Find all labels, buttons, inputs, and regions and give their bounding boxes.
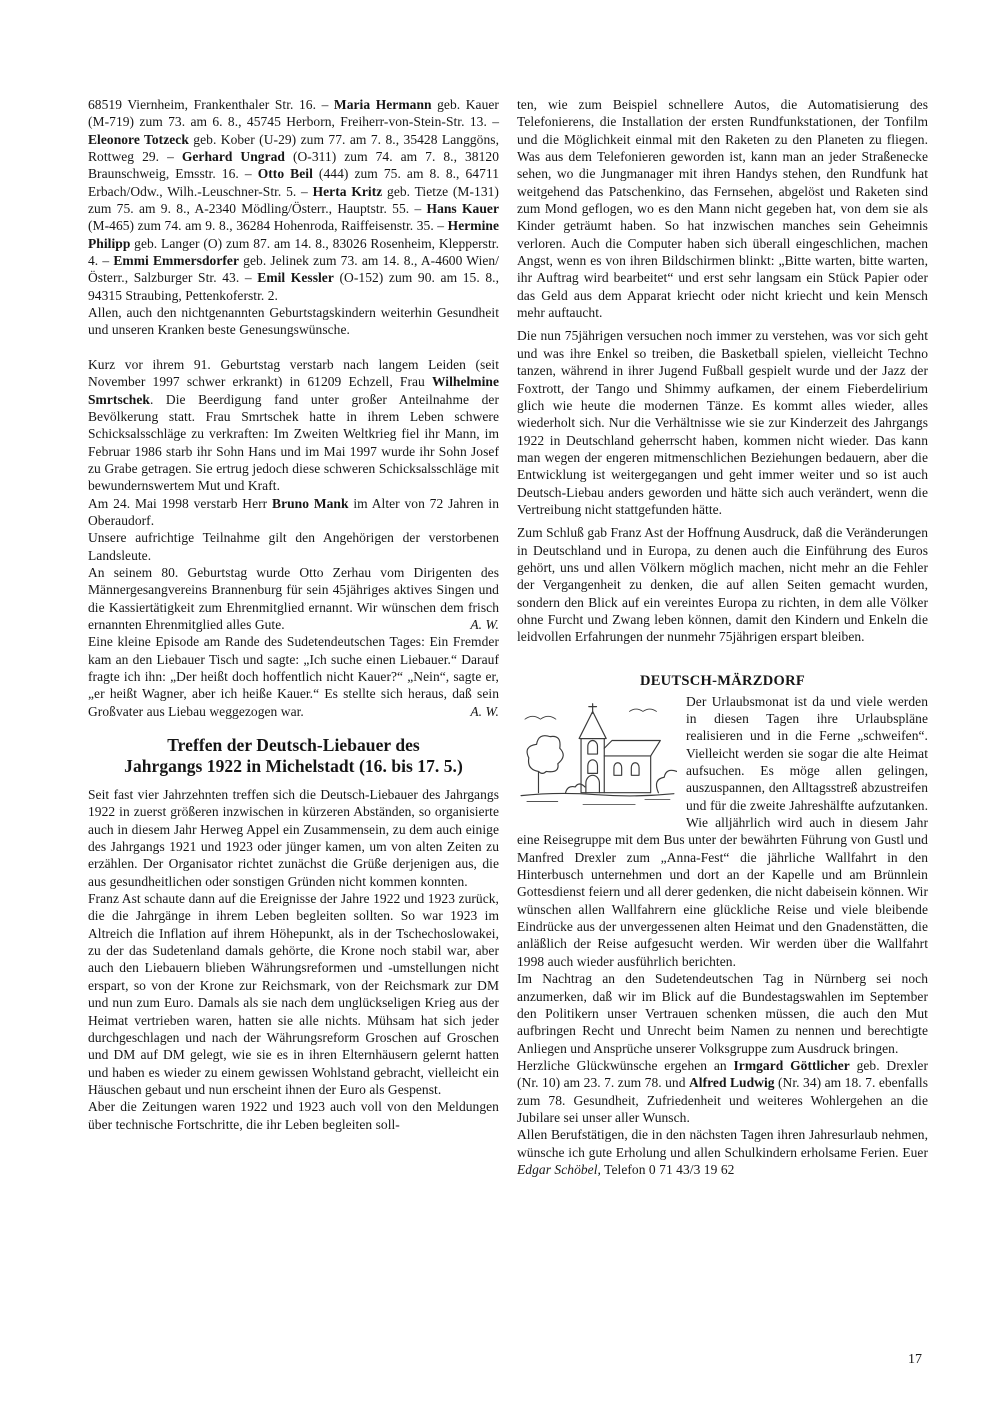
text-run: Unsere aufrichtige Teilnahme gilt den Angehörigen der verstorbenen Landsleute.	[88, 530, 499, 563]
right-column	[517, 96, 928, 1178]
text-run: ten, wie zum Beispiel schnellere Autos, die Automatisierung des Telefonierens, die Installation der ersten Rundfunkstationen, der Tonfilm und die Möglichkeit einmal mit den Raketen zu den Planeten zu fliegen. Was aus dem Telefonieren geworden ist, kann man an jeder Straßenecke sehen, wo die Jungmanager mit ihren Handys stehen, den Rundfunk hat weitgehend das Patschenkino, das Fernsehen, abgelöst und Raketen sind zum Mond geflogen, wo es den Mann nicht gegeben hat, von dem sie als Kinder geträumt haben. So hat inzwischen manches sein Geheimnis verloren. Auch die Computer haben sich überall eingeschlichen, machen Angst, wenn es von ihren Bildschirmen blinkt: „Bitte warten, bitte warten, ihr Auftrag wird bearbeitet“ und erst sehr langsam ein Stück Papier oder das Geld aus dem Apparat kriecht oder nicht kriecht und kein Mensch mehr auftaucht.	[517, 97, 928, 321]
section-heading	[517, 672, 928, 690]
paragraph	[88, 304, 499, 339]
left-column	[88, 96, 499, 1133]
text-run: (444) zum 75. am 8. 8., 64711 Erbach/Odw., Wilh.-Leuschner-Str. 5. –	[88, 166, 499, 199]
text-run: Der Urlaubsmonat ist da und viele werden in diesen Tagen ihre Urlaubspläne realisieren und in die Ferne „schweifen“. Vielleicht werden sie sogar die alte Heimat aufsuchen. Es möge allen gelingen, auszuspannen, den Alltagsstreß abzustreifen und für die zweite Jahreshälfte aufzutanken. Wie alljährlich wird auch in diesem Jahr eine Reisegruppe mit dem Bus unter der bewährten Führung von Gustl und Manfred Drexler zum „Anna-Fest“ die jährliche Wallfahrt in den Hinterbusch unternehmen und dort an der Kapelle und am Brünnlein Gottesdienst feiern und all derer gedenken, die nicht dabeisein können. Wir wünschen allen Wallfahrern eine glückliche Reise und viele bleibende Eindrücke aus der unvergessenen alten Heimat und den Gnadenstätten, die anläßlich der Reise aufgesucht werden. Wir werden über die Wallfahrt 1998 auch wieder ausführlich berichten.	[517, 693, 928, 969]
author-initials: A. W.	[470, 703, 499, 719]
text-run: Die nun 75jährigen versuchen noch immer zu verstehen, was vor sich geht und was ihre Enkel so treiben, die Basketball spielen, vielleicht Techno tanzen, während in ihrer Jugend Fußball gespielt wurde und der Jazz der Foxtrott, der Tango und Shimmy aufkamen, der einem Fieberdelirium glich wie heute die modernen Tänze. Es kommt alles wieder, alles wiederholt sich. Nur die Verhältnisse wie sie zur Kinderzeit des Jahrgangs 1922 in Deutschland geherrscht haben, kommen nicht wieder. Das kann man wegen der engeren mitmenschlichen Beziehungen bedauern, aber die Entwicklung ist weitergegangen und geht immer weiter und so ist auch Deutsch-Liebau anders geworden und hätte sich auch verändert, wenn die Vertreibung nicht stattgefunden hätte.	[517, 328, 928, 517]
author-initials: A. W.	[470, 616, 499, 632]
paragraph	[517, 1126, 928, 1178]
text-run: Telefon 0 71 43/3 19 62	[600, 1161, 735, 1177]
paragraph	[88, 356, 499, 495]
paragraph	[88, 529, 499, 564]
text-run: Am 24. Mai 1998 verstarb Herr	[88, 495, 273, 511]
text-run: . Die Beerdigung fand unter großer Anteilnahme der Bevölkerung statt. Frau Smrtschek hatte in ihrem Leben schwere Schicksalsschläge zu verkraften: Im Zweiten Weltkrieg fiel ihr Mann, im Februar 1986 starb ihr Sohn Hans und im Mai 1997 wurde ihr Sohn Josef zu Grabe getragen. Sie ertrug jedoch diese schweren Schicksalsschläge mit bewundernswertem Mut und Kraft.	[88, 391, 499, 494]
text-run: geb. Tietze (M-131) zum 75. am 9. 8., A-2340 Mödling/Österr., Hauptstr. 55. –	[88, 183, 499, 217]
paragraph	[88, 890, 499, 1098]
bold-name: Eleonore Totzeck	[88, 131, 189, 147]
text-run: Aber die Zeitungen waren 1922 und 1923 auch voll von den Meldungen über technische Fortschritte, die ihr Leben begleiten soll-	[88, 1099, 499, 1132]
text-run: Jahrgangs 1922 in Michelstadt (16. bis 17. 5.)	[124, 756, 463, 777]
paragraph	[517, 693, 928, 971]
bold-name: Wilhelmine Smrtschek	[88, 374, 499, 407]
article-heading	[92, 735, 495, 777]
text-run: DEUTSCH-MÄRZDORF	[639, 672, 806, 689]
paragraph	[88, 564, 499, 633]
text-run: Kurz vor ihrem 91. Geburtstag verstarb nach langem Leiden (seit November 1997 schwer erkrankt) in 61209 Echzell, Frau	[88, 356, 499, 390]
text-run: Allen Berufstätigen, die in den nächsten Tagen ihren Jahresurlaub nehmen, wünsche ich gute Erholung und allen Schulkindern erholsame Ferien. Euer	[517, 1127, 928, 1160]
text-run: Treffen der Deutsch-Liebauer des	[167, 735, 420, 756]
paragraph	[517, 970, 928, 1057]
text-run: Zum Schluß gab Franz Ast der Hoffnung Ausdruck, daß die Veränderungen in Deutschland und in Europa, zu denen auch die Einführung des Euros gehört, uns und allen Völkern möglich machen, nicht mehr an die Fehler der Vergangenheit zu denken, die auf allen Seiten gemacht wurden, sondern den Blick auf ein vereintes Europa zu richten, in dem alle Völker ohne Furcht und Zwang leben können, damit den Kindern und Enkeln die leidvollen Erfahrungen der nunmehr 75jährigen erspart bleiben.	[517, 525, 928, 645]
bold-name: Gerhard Ungrad	[181, 149, 285, 165]
paragraph	[88, 96, 499, 304]
text-run: geb. Kober (U-29) zum 77. am 7. 8., 35428 Langgöns, Rottweg 29. –	[88, 131, 499, 165]
text-run: An seinem 80. Geburtstag wurde Otto Zerhau vom Dirigenten des Männergesangvereins Brannenburg für sein 45jähriges aktives Singen und die Kassiertätigkeit zum Ehrenmitglied ernannt. Wir wünschen dem frisch ernannten Ehrenmitglied alles Gute.	[88, 564, 499, 632]
text-run: 68519 Viernheim, Frankenthaler Str. 16. –	[88, 97, 334, 112]
bold-name: Otto Beil	[257, 166, 313, 182]
bold-name: Maria Hermann	[333, 97, 432, 112]
text-run: Franz Ast schaute dann auf die Ereignisse der Jahre 1922 und 1923 zurück, die die Jahrgänge in ihrem Leben begleiten sollten. So war 1923 im Altreich die Inflation auf ihrem Höhepunkt, als in der Tschechoslowakei, zu der das Sudetenland damals gehörte, die Krone noch stabil war, aber auch den Liebauern blieben Währungsreformen und -umstellungen nicht erspart, so von der Krone zur Reichsmark, von der Reichsmark zur DM und nun zum Euro. Damals als sie nach dem unglückseligen Krieg aus der Heimat vertrieben waren, hatten sie alle nichts. Mühsam hat sich jeder durchgeschlagen und nach der Währungsreform Groschen auf Groschen und DM auf DM gelegt, wie sie es in ihren Elternhäusern gelernt hatten und haben es wieder zu einem gewissen Wohlstand gebracht, vielleicht ein Häuschen gebaut und nun erscheint ihnen der Euro als Gespenst.	[88, 891, 499, 1097]
text-run: geb. Drexler (Nr. 10) am 23. 7. zum 78. und	[517, 1057, 928, 1091]
bold-name: Herta Kritz	[312, 183, 383, 199]
text-run: (M-465) zum 74. am 9. 8., 36284 Hohenroda, Raiffeisenstr. 35. –	[88, 218, 448, 234]
text-run: geb. Jelinek zum 73. am 14. 8., A-4600 Wien/Österr., Salzburger Str. 43. –	[88, 253, 500, 286]
text-run: (Nr. 34) am 18. 7. ebenfalls zum 78. Gesundheit, Zufriedenheit und weiteres Wohlergehen an die Jubilare sei unser aller Wunsch.	[517, 1075, 928, 1125]
paragraph	[88, 633, 499, 720]
text-run: (O-152) zum 90. am 15. 8., 94315 Straubing, Pettenkoferstr. 2.	[88, 270, 499, 303]
bold-name: Hermine Philipp	[88, 218, 499, 251]
paragraph	[88, 495, 499, 530]
bold-name: Irmgard Göttlicher	[733, 1057, 850, 1073]
paragraph	[517, 524, 928, 645]
bold-name: Bruno Mank	[272, 495, 349, 511]
paragraph	[88, 786, 499, 890]
bold-name: Emmi Emmersdorfer	[113, 253, 240, 269]
text-run: geb. Langer (O) zum 87. am 14. 8., 83026 Rosenheim, Klepperstr. 4. –	[88, 235, 499, 269]
text-run: Seit fast vier Jahrzehnten treffen sich die Deutsch-Liebauer des Jahrgangs 1922 in zuerst größeren inzwischen in kürzeren Abständen, so organisierte auch in diesem Jahr Herweg Appel ein Zusammensein, zu dem auch einige des Jahrgangs 1921 und 1923 oder jünger kamen, um von alten Zeiten zu erzählen. Der Organisator richtet zunächst die Grüße derjenigen aus, die aus gesundheitlichen oder sonstigen Gründen nicht kommen konnten.	[88, 787, 499, 889]
paragraph	[517, 96, 928, 321]
page-number: 17	[908, 1352, 922, 1367]
paragraph	[517, 1057, 928, 1126]
text-run: (O-311) zum 74. am 7. 8., 38120 Braunschweig, Emsstr. 16. –	[88, 149, 499, 182]
text-run: geb. Kauer (M-719) zum 73. am 6. 8., 45745 Herborn, Freiherr-von-Stein-Str. 13. –	[88, 97, 499, 130]
paragraph	[88, 1098, 499, 1133]
bold-name: Alfred Ludwig	[688, 1075, 775, 1091]
paragraph	[517, 327, 928, 518]
text-run: Herzliche Glückwünsche ergehen an	[517, 1057, 734, 1073]
text-run: Im Nachtrag an den Sudetendeutschen Tag in Nürnberg sei noch anzumerken, daß wir im Blick auf die Bundestagswahlen im September den Politikern unser Vertrauen schenken müssen, die auch den Mut aufbringen Recht und Unrecht beim Namen zu nennen und berechtigte Anliegen und Ansprüche unserer Volksgruppe zum Ausdruck bringen.	[517, 971, 928, 1056]
text-run: Allen, auch den nichtgenannten Geburtstagskindern weiterhin Gesundheit und unseren Kranken beste Genesungswünsche.	[88, 305, 499, 338]
bold-name: Emil Kessler	[257, 270, 334, 286]
text-run: Eine kleine Episode am Rande des Sudetendeutschen Tages: Ein Fremder kam an den Liebauer Tisch und sagte: „Ich suche einen Liebauer.“ Darauf fragte ich ihn: „Der heißt doch hoffentlich nicht Kauer?“ „Nein“, sagte er, „er heißt Wagner, aber ich heiße Kauer.“ Es stellte sich heraus, daß sein Großvater aus Liebau weggezogen war.	[88, 634, 499, 719]
text-run: im Alter von 72 Jahren in Oberaudorf.	[88, 495, 499, 528]
italic-text: Edgar Schöbel,	[517, 1161, 601, 1177]
bold-name: Hans Kauer	[426, 201, 499, 217]
church-illustration	[517, 696, 677, 814]
